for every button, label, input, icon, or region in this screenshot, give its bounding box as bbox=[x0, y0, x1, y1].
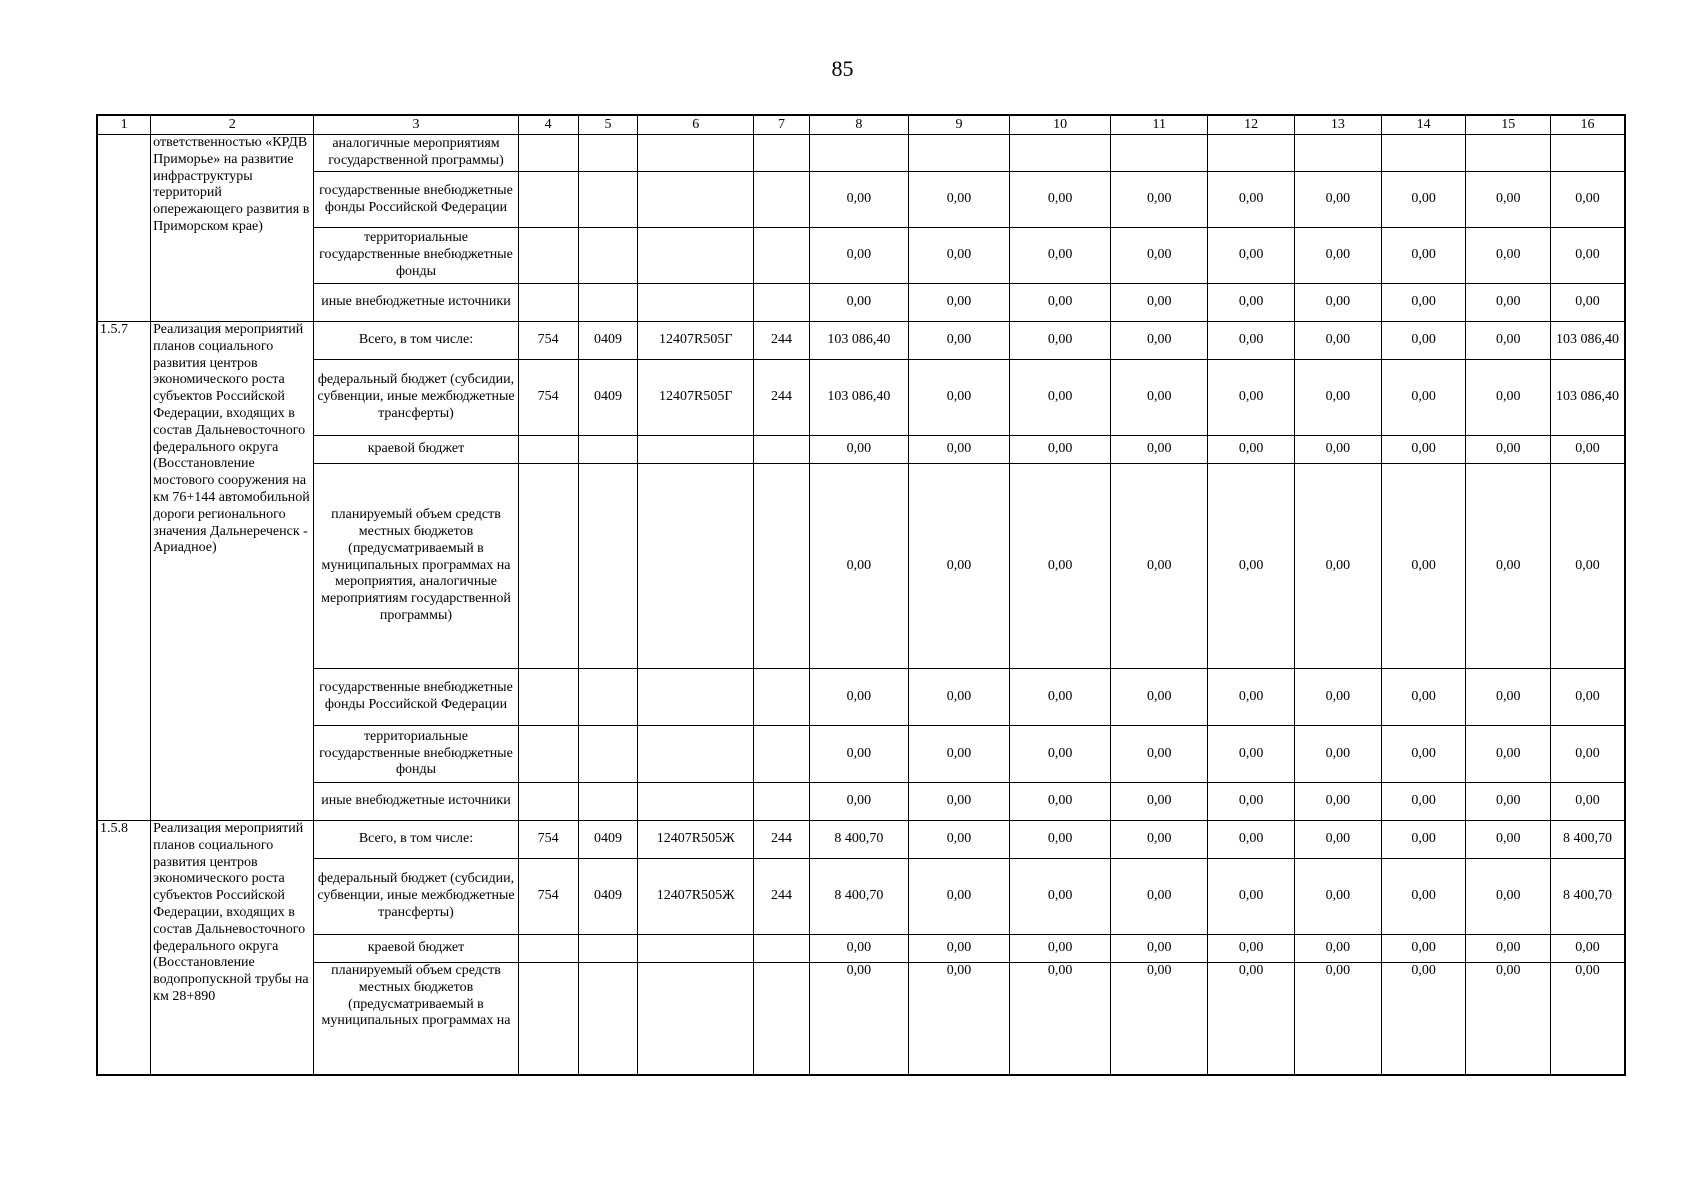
source-label: территориальные государственные внебюджетные фонды bbox=[314, 726, 518, 783]
source-label: территориальные государственные внебюджетные фонды bbox=[314, 228, 518, 284]
table-row bbox=[97, 360, 1625, 436]
value-cell: 0,00 bbox=[1208, 859, 1295, 935]
item-number bbox=[97, 135, 151, 322]
value-cell: 0,00 bbox=[1551, 726, 1625, 783]
col-header: 8 bbox=[809, 115, 908, 135]
value-cell: 8 400,70 bbox=[809, 859, 908, 935]
csr-cell: 12407R505Ж bbox=[638, 821, 754, 859]
col-header: 3 bbox=[314, 115, 518, 135]
value-cell: 0,00 bbox=[1466, 322, 1551, 360]
value-cell: 0,00 bbox=[1010, 783, 1111, 821]
value-cell: 0,00 bbox=[1466, 726, 1551, 783]
value-cell: 0,00 bbox=[1466, 963, 1551, 1075]
value-cell: 0,00 bbox=[1208, 360, 1295, 436]
item-name: Реализация мероприятий планов социального развития центров экономического роста субъектов Российской Федерации, входящих в состав Дальневосточного федерального округа (Восстановление водопропускной трубы на км 28+890 bbox=[151, 821, 314, 1075]
table-row bbox=[97, 436, 1625, 464]
value-cell: 0,00 bbox=[908, 172, 1009, 228]
col-header: 2 bbox=[151, 115, 314, 135]
value-cell: 0,00 bbox=[1010, 172, 1111, 228]
value-cell: 0,00 bbox=[809, 669, 908, 726]
vr-cell: 244 bbox=[754, 360, 810, 436]
value-cell: 0,00 bbox=[1295, 935, 1382, 963]
table-row bbox=[97, 228, 1625, 284]
value-cell: 0,00 bbox=[908, 322, 1009, 360]
value-cell: 0,00 bbox=[1010, 228, 1111, 284]
value-cell: 0,00 bbox=[809, 228, 908, 284]
value-cell: 0,00 bbox=[1295, 963, 1382, 1075]
source-label: государственные внебюджетные фонды Российской Федерации bbox=[314, 669, 518, 726]
col-header: 4 bbox=[518, 115, 578, 135]
value-cell: 0,00 bbox=[1466, 821, 1551, 859]
value-cell: 0,00 bbox=[1111, 284, 1208, 322]
value-cell: 0,00 bbox=[1295, 726, 1382, 783]
value-cell: 0,00 bbox=[1466, 783, 1551, 821]
value-cell: 0,00 bbox=[809, 172, 908, 228]
value-cell: 0,00 bbox=[908, 228, 1009, 284]
value-cell: 8 400,70 bbox=[1551, 859, 1625, 935]
value-cell: 0,00 bbox=[908, 436, 1009, 464]
value-cell: 0,00 bbox=[1111, 436, 1208, 464]
grbs-cell: 754 bbox=[518, 821, 578, 859]
value-cell: 0,00 bbox=[1208, 436, 1295, 464]
value-cell: 0,00 bbox=[1010, 284, 1111, 322]
value-cell: 0,00 bbox=[1551, 963, 1625, 1075]
value-cell: 0,00 bbox=[908, 963, 1009, 1075]
value-cell: 0,00 bbox=[1010, 963, 1111, 1075]
value-cell: 0,00 bbox=[1381, 228, 1466, 284]
vr-cell: 244 bbox=[754, 322, 810, 360]
value-cell: 0,00 bbox=[1208, 172, 1295, 228]
table-row bbox=[97, 172, 1625, 228]
value-cell: 0,00 bbox=[1208, 464, 1295, 669]
value-cell: 0,00 bbox=[1381, 360, 1466, 436]
value-cell: 0,00 bbox=[1551, 935, 1625, 963]
table-row bbox=[97, 284, 1625, 322]
item-name: ответственностью «КРДВ Приморье» на развитие инфраструктуры территорий опережающего развития в Приморском крае) bbox=[151, 135, 314, 322]
table-row bbox=[97, 135, 1625, 172]
value-cell: 0,00 bbox=[1381, 783, 1466, 821]
value-cell: 0,00 bbox=[1111, 669, 1208, 726]
value-cell: 0,00 bbox=[1010, 464, 1111, 669]
source-label: федеральный бюджет (субсидии, субвенции, иные межбюджетные трансферты) bbox=[314, 360, 518, 436]
value-cell: 0,00 bbox=[1551, 228, 1625, 284]
source-label: планируемый объем средств местных бюджетов (предусматриваемый в муниципальных программах на bbox=[314, 963, 518, 1075]
item-number: 1.5.8 bbox=[97, 821, 151, 1075]
col-header: 12 bbox=[1208, 115, 1295, 135]
table-row bbox=[97, 726, 1625, 783]
source-label: иные внебюджетные источники bbox=[314, 783, 518, 821]
value-cell: 0,00 bbox=[908, 464, 1009, 669]
value-cell: 0,00 bbox=[1381, 935, 1466, 963]
value-cell: 0,00 bbox=[1111, 172, 1208, 228]
value-cell: 0,00 bbox=[1551, 436, 1625, 464]
value-cell: 0,00 bbox=[1295, 436, 1382, 464]
table-row bbox=[97, 963, 1625, 1075]
value-cell: 0,00 bbox=[908, 360, 1009, 436]
value-cell: 0,00 bbox=[908, 821, 1009, 859]
value-cell: 0,00 bbox=[1208, 669, 1295, 726]
value-cell: 8 400,70 bbox=[809, 821, 908, 859]
value-cell: 0,00 bbox=[1111, 859, 1208, 935]
value-cell: 0,00 bbox=[1295, 669, 1382, 726]
value-cell: 0,00 bbox=[1111, 464, 1208, 669]
value-cell: 0,00 bbox=[809, 464, 908, 669]
value-cell: 8 400,70 bbox=[1551, 821, 1625, 859]
col-header: 14 bbox=[1381, 115, 1466, 135]
value-cell: 0,00 bbox=[1295, 859, 1382, 935]
value-cell: 0,00 bbox=[1208, 322, 1295, 360]
value-cell: 0,00 bbox=[1381, 284, 1466, 322]
grbs-cell: 754 bbox=[518, 859, 578, 935]
value-cell: 0,00 bbox=[1466, 172, 1551, 228]
col-header: 13 bbox=[1295, 115, 1382, 135]
value-cell: 0,00 bbox=[1111, 360, 1208, 436]
col-header: 16 bbox=[1551, 115, 1625, 135]
value-cell: 0,00 bbox=[1295, 172, 1382, 228]
value-cell: 0,00 bbox=[1208, 726, 1295, 783]
value-cell: 0,00 bbox=[1551, 172, 1625, 228]
value-cell: 0,00 bbox=[1111, 821, 1208, 859]
value-cell: 0,00 bbox=[1466, 935, 1551, 963]
value-cell: 0,00 bbox=[1010, 821, 1111, 859]
value-cell: 0,00 bbox=[1208, 821, 1295, 859]
value-cell: 0,00 bbox=[1381, 436, 1466, 464]
value-cell: 0,00 bbox=[1010, 669, 1111, 726]
value-cell: 103 086,40 bbox=[1551, 360, 1625, 436]
value-cell: 0,00 bbox=[1208, 228, 1295, 284]
value-cell: 0,00 bbox=[1111, 726, 1208, 783]
value-cell: 0,00 bbox=[908, 726, 1009, 783]
rzpr-cell: 0409 bbox=[578, 859, 638, 935]
page-number: 85 bbox=[831, 56, 854, 81]
value-cell: 0,00 bbox=[1466, 464, 1551, 669]
value-cell: 0,00 bbox=[809, 935, 908, 963]
vr-cell: 244 bbox=[754, 821, 810, 859]
value-cell: 0,00 bbox=[1295, 783, 1382, 821]
col-header: 11 bbox=[1111, 115, 1208, 135]
value-cell: 0,00 bbox=[1295, 464, 1382, 669]
source-label: Всего, в том числе: bbox=[314, 322, 518, 360]
table-row bbox=[97, 322, 1625, 360]
value-cell: 0,00 bbox=[1466, 859, 1551, 935]
value-cell: 0,00 bbox=[1381, 322, 1466, 360]
value-cell: 0,00 bbox=[1010, 726, 1111, 783]
vr-cell: 244 bbox=[754, 859, 810, 935]
value-cell: 0,00 bbox=[908, 669, 1009, 726]
value-cell: 0,00 bbox=[1208, 935, 1295, 963]
value-cell: 0,00 bbox=[1010, 436, 1111, 464]
grbs-cell: 754 bbox=[518, 360, 578, 436]
table-row bbox=[97, 935, 1625, 963]
value-cell: 0,00 bbox=[809, 436, 908, 464]
source-label: Всего, в том числе: bbox=[314, 821, 518, 859]
table-row bbox=[97, 783, 1625, 821]
value-cell: 0,00 bbox=[1295, 821, 1382, 859]
value-cell: 0,00 bbox=[1551, 783, 1625, 821]
rzpr-cell: 0409 bbox=[578, 360, 638, 436]
col-header: 6 bbox=[638, 115, 754, 135]
value-cell: 0,00 bbox=[809, 963, 908, 1075]
col-header: 15 bbox=[1466, 115, 1551, 135]
value-cell: 0,00 bbox=[1111, 783, 1208, 821]
value-cell: 0,00 bbox=[908, 935, 1009, 963]
value-cell: 0,00 bbox=[1295, 228, 1382, 284]
budget-table bbox=[96, 114, 1626, 1076]
col-header: 5 bbox=[578, 115, 638, 135]
value-cell: 0,00 bbox=[1010, 322, 1111, 360]
value-cell: 0,00 bbox=[1111, 228, 1208, 284]
source-label: иные внебюджетные источники bbox=[314, 284, 518, 322]
value-cell: 0,00 bbox=[908, 783, 1009, 821]
rzpr-cell: 0409 bbox=[578, 821, 638, 859]
csr-cell: 12407R505Г bbox=[638, 322, 754, 360]
source-label: аналогичные мероприятиям государственной программы) bbox=[314, 135, 518, 172]
value-cell: 0,00 bbox=[1551, 284, 1625, 322]
value-cell: 0,00 bbox=[809, 783, 908, 821]
value-cell: 0,00 bbox=[1381, 963, 1466, 1075]
value-cell: 0,00 bbox=[1381, 821, 1466, 859]
value-cell: 0,00 bbox=[1466, 360, 1551, 436]
source-label: краевой бюджет bbox=[314, 436, 518, 464]
value-cell: 0,00 bbox=[1208, 783, 1295, 821]
csr-cell: 12407R505Ж bbox=[638, 859, 754, 935]
value-cell: 0,00 bbox=[908, 284, 1009, 322]
value-cell: 0,00 bbox=[1466, 436, 1551, 464]
value-cell: 0,00 bbox=[1010, 859, 1111, 935]
value-cell: 103 086,40 bbox=[1551, 322, 1625, 360]
value-cell: 0,00 bbox=[1381, 669, 1466, 726]
source-label: краевой бюджет bbox=[314, 935, 518, 963]
source-label: планируемый объем средств местных бюджетов (предусматриваемый в муниципальных программах на мероприятия, аналогичные мероприятиям государственной программы) bbox=[314, 464, 518, 669]
value-cell: 0,00 bbox=[1010, 360, 1111, 436]
value-cell: 0,00 bbox=[1295, 284, 1382, 322]
col-header: 9 bbox=[908, 115, 1009, 135]
value-cell: 103 086,40 bbox=[809, 360, 908, 436]
value-cell: 0,00 bbox=[1466, 228, 1551, 284]
value-cell: 0,00 bbox=[1111, 935, 1208, 963]
table-row bbox=[97, 669, 1625, 726]
col-header: 10 bbox=[1010, 115, 1111, 135]
value-cell: 0,00 bbox=[908, 859, 1009, 935]
csr-cell: 12407R505Г bbox=[638, 360, 754, 436]
source-label: государственные внебюджетные фонды Российской Федерации bbox=[314, 172, 518, 228]
grbs-cell: 754 bbox=[518, 322, 578, 360]
source-label: федеральный бюджет (субсидии, субвенции, иные межбюджетные трансферты) bbox=[314, 859, 518, 935]
value-cell: 0,00 bbox=[1111, 963, 1208, 1075]
value-cell: 0,00 bbox=[1208, 963, 1295, 1075]
table-row bbox=[97, 821, 1625, 859]
table-row bbox=[97, 464, 1625, 669]
value-cell: 0,00 bbox=[1466, 284, 1551, 322]
value-cell: 0,00 bbox=[1208, 284, 1295, 322]
value-cell: 0,00 bbox=[1295, 360, 1382, 436]
value-cell: 0,00 bbox=[1295, 322, 1382, 360]
value-cell: 0,00 bbox=[1381, 172, 1466, 228]
value-cell: 0,00 bbox=[1551, 464, 1625, 669]
col-header: 1 bbox=[97, 115, 151, 135]
value-cell: 103 086,40 bbox=[809, 322, 908, 360]
value-cell: 0,00 bbox=[1381, 726, 1466, 783]
rzpr-cell: 0409 bbox=[578, 322, 638, 360]
value-cell: 0,00 bbox=[1551, 669, 1625, 726]
col-header: 7 bbox=[754, 115, 810, 135]
column-number-row bbox=[97, 115, 1625, 135]
value-cell: 0,00 bbox=[1381, 464, 1466, 669]
value-cell: 0,00 bbox=[1111, 322, 1208, 360]
value-cell: 0,00 bbox=[809, 284, 908, 322]
item-name: Реализация мероприятий планов социального развития центров экономического роста субъектов Российской Федерации, входящих в состав Дальневосточного федерального округа (Восстановление мостового сооружения на км 76+144 автомобильной дороги регионального значения Дальнереченск - Ариадное) bbox=[151, 322, 314, 821]
value-cell: 0,00 bbox=[809, 726, 908, 783]
value-cell: 0,00 bbox=[1010, 935, 1111, 963]
item-number: 1.5.7 bbox=[97, 322, 151, 821]
value-cell: 0,00 bbox=[1381, 859, 1466, 935]
table-row bbox=[97, 859, 1625, 935]
value-cell: 0,00 bbox=[1466, 669, 1551, 726]
